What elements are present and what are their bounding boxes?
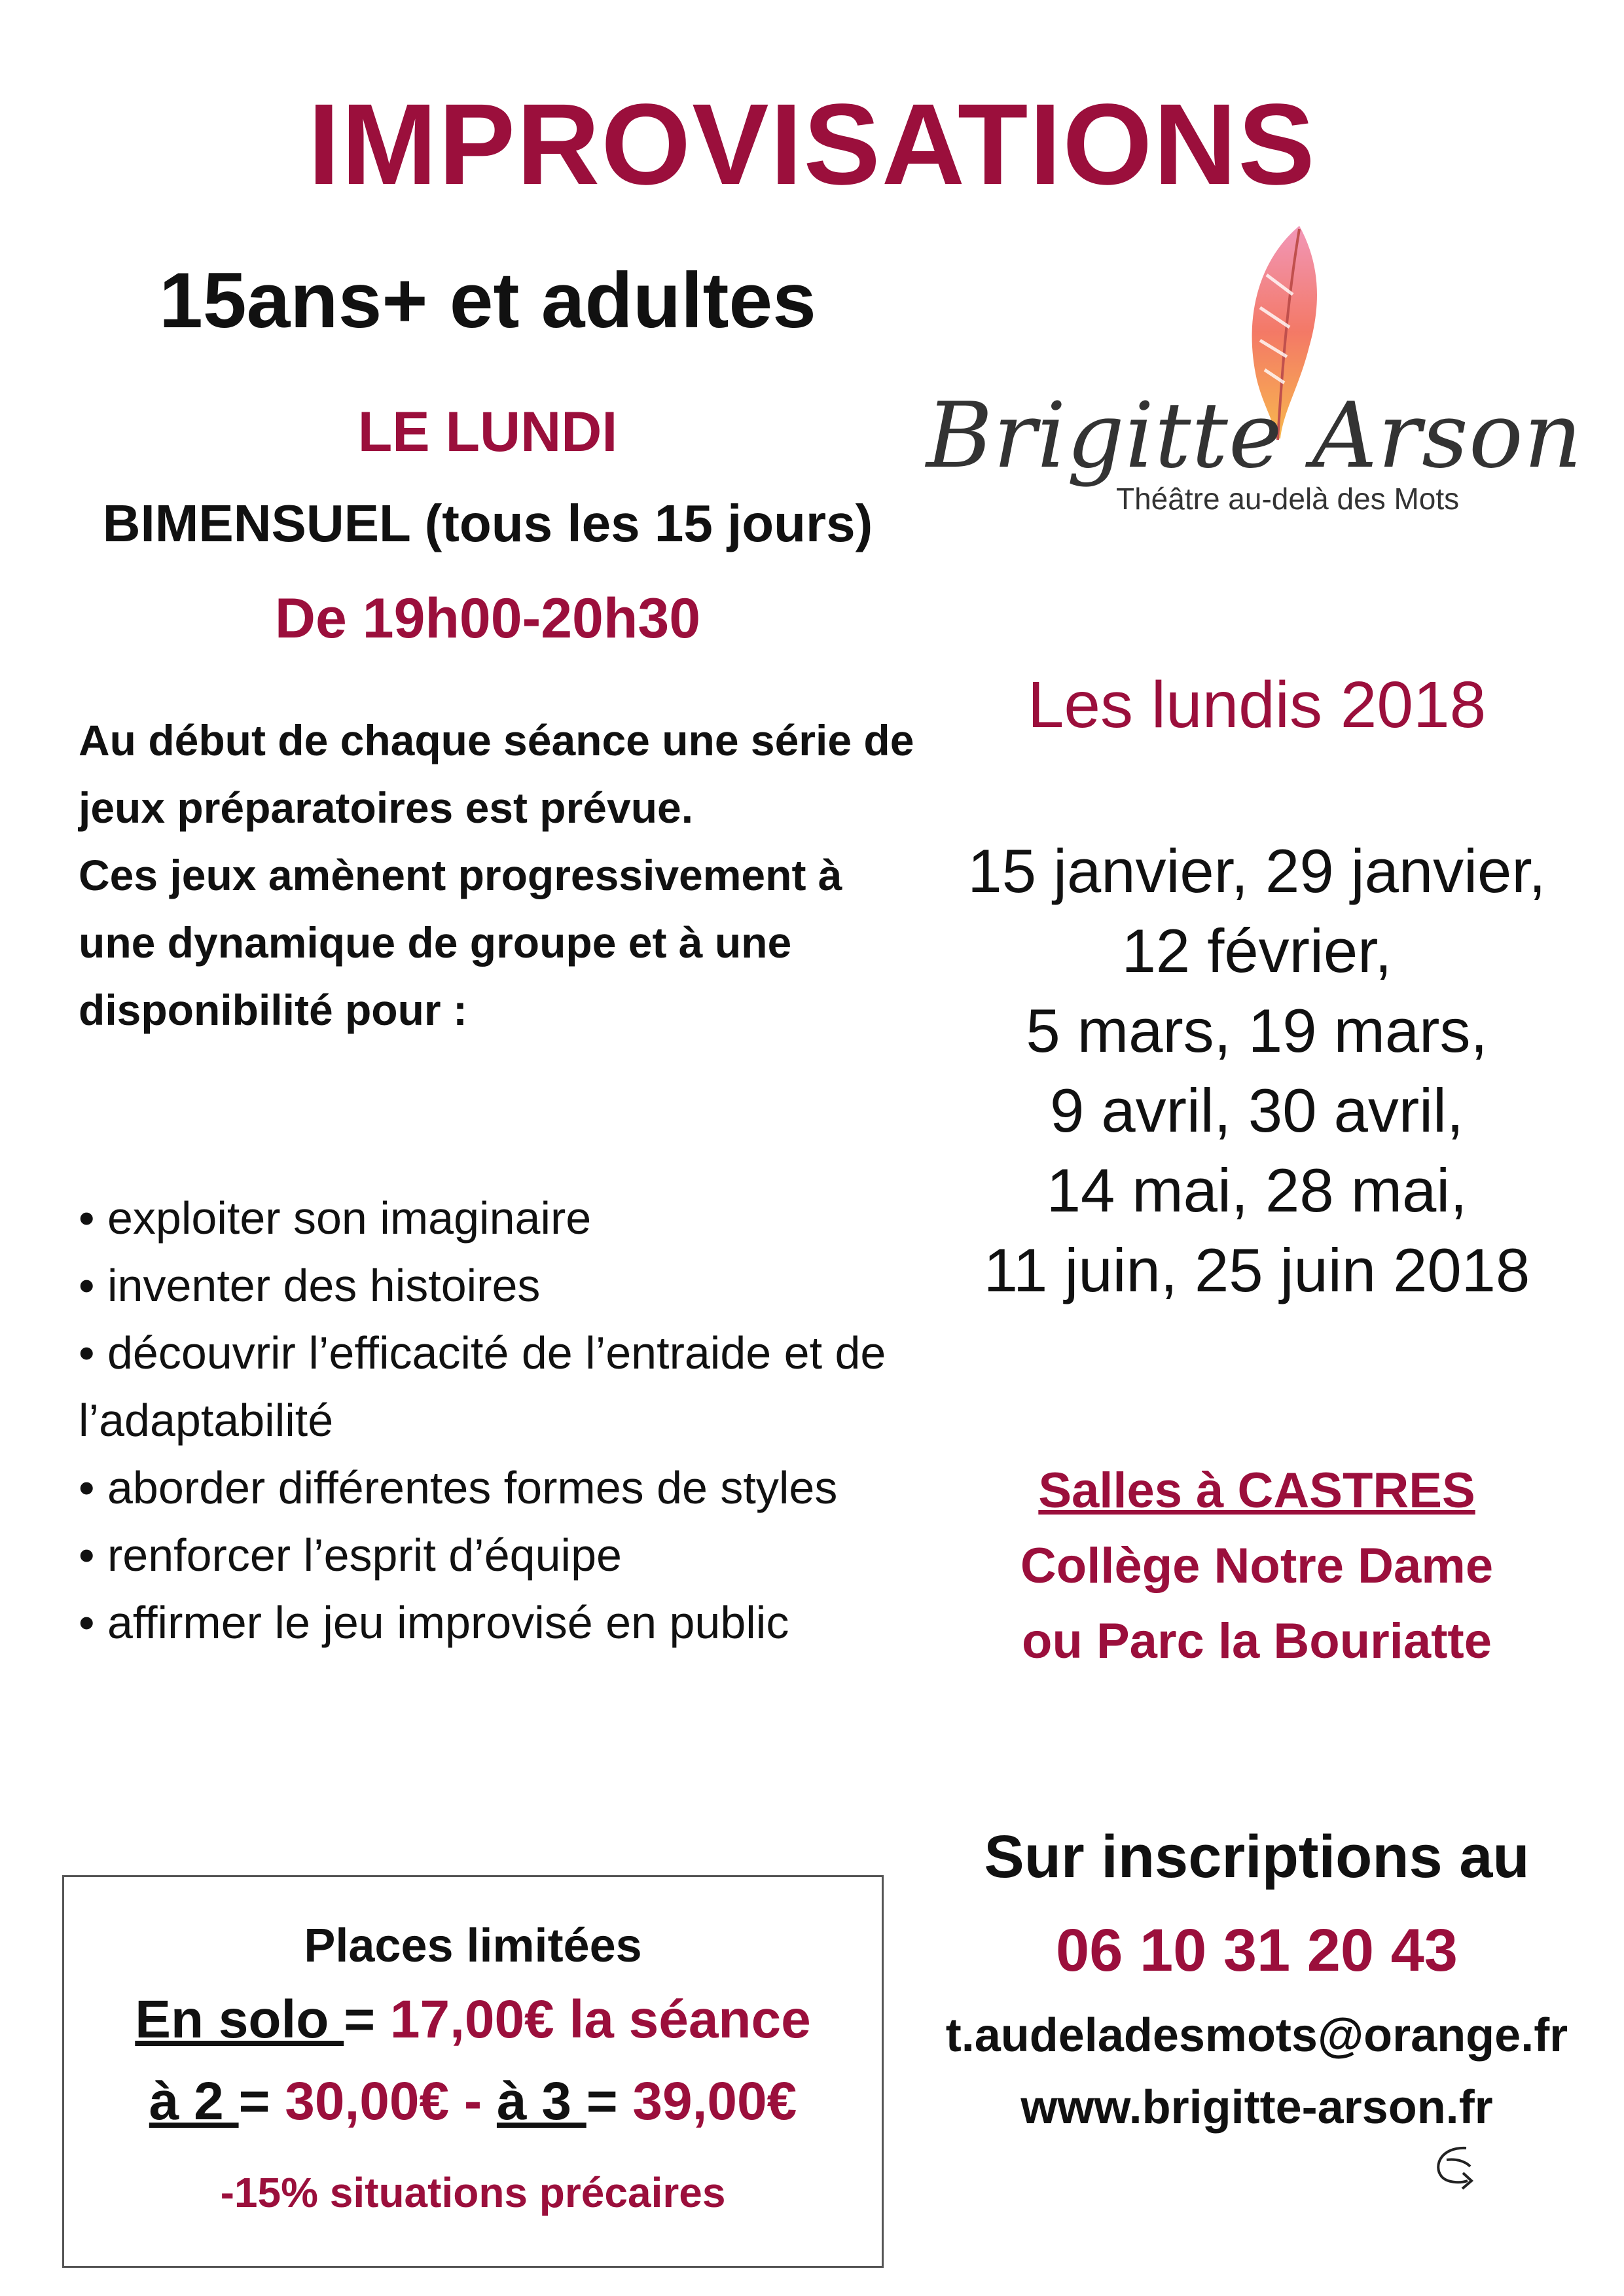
phone-number[interactable]: 06 10 31 20 43	[1056, 1917, 1458, 1984]
price-solo	[64, 1979, 882, 2060]
brand-logo	[907, 223, 1583, 530]
audience-subtitle: 15ans+ et adultes	[159, 257, 816, 344]
places-limited: Places limitées	[304, 1920, 642, 1972]
list-item: • inventer des histoires	[79, 1252, 949, 1319]
price-group	[64, 2060, 882, 2142]
trio-equals: =	[586, 2072, 633, 2131]
schedule-block	[0, 386, 975, 668]
benefits-list	[79, 1185, 949, 1657]
schedule-frequency: BIMENSUEL (tous les 15 jours)	[102, 494, 873, 552]
trio-label: à 3	[496, 2072, 586, 2131]
turn-page-arrow-icon	[1427, 2140, 1486, 2199]
date-line: 15 janvier, 29 janvier,	[967, 836, 1546, 905]
solo-equals: =	[344, 1990, 390, 2049]
trio-price: 39,00€	[632, 2072, 797, 2131]
intro-paragraph-2: Ces jeux amènent progressivement à une dynamique de groupe et à une disponibilité pour :	[79, 851, 842, 1034]
page-title: IMPROVISATIONS	[308, 81, 1316, 209]
duo-label: à 2	[149, 2072, 239, 2131]
pricing-box	[62, 1875, 884, 2268]
dates-title: Les lundis 2018	[1027, 668, 1487, 742]
date-line: 5 mars, 19 mars,	[1026, 996, 1488, 1065]
venue-block	[943, 1453, 1571, 1679]
list-item: • découvrir l’efficacité de l’entraide et de l’adaptabilité	[79, 1319, 949, 1454]
discount-note: -15% situations précaires	[220, 2169, 726, 2216]
venue-line-2: ou Parc la Bouriatte	[1022, 1613, 1492, 1669]
duo-price: 30,00€	[285, 2072, 450, 2131]
contact-block	[910, 1813, 1604, 2144]
venue-heading: Salles à CASTRES	[1038, 1463, 1475, 1518]
list-item: • affirmer le jeu improvisé en public	[79, 1589, 949, 1657]
date-line: 14 mai, 28 mai,	[1046, 1156, 1468, 1225]
intro-text	[79, 707, 929, 1044]
dates-list	[903, 831, 1610, 1310]
email-address[interactable]: t.audeladesmots@orange.fr	[945, 2009, 1568, 2062]
date-line: 12 février,	[1121, 916, 1392, 985]
intro-paragraph-1: Au début de chaque séance une série de jeux préparatoires est prévue.	[79, 716, 914, 832]
duo-equals: =	[238, 2072, 285, 2131]
schedule-time: De 19h00-20h30	[274, 587, 701, 650]
list-item: • renforcer l’esprit d’équipe	[79, 1522, 949, 1589]
solo-price: 17,00€ la séance	[389, 1990, 811, 2049]
solo-label: En solo	[135, 1990, 344, 2049]
brand-name: Brigitte Arson	[926, 383, 1583, 488]
inscriptions-heading: Sur inscriptions au	[984, 1823, 1530, 1890]
list-item: • aborder différentes formes de styles	[79, 1454, 949, 1522]
price-separator: -	[449, 2072, 497, 2131]
brand-tagline: Théâtre au-delà des Mots	[1116, 482, 1460, 516]
website-link[interactable]: www.brigitte-arson.fr	[1020, 2081, 1493, 2134]
list-item: • exploiter son imaginaire	[79, 1185, 949, 1252]
date-line: 9 avril, 30 avril,	[1049, 1076, 1464, 1145]
venue-line-1: Collège Notre Dame	[1020, 1538, 1494, 1594]
date-line: 11 juin, 25 juin 2018	[983, 1236, 1530, 1304]
schedule-day: LE LUNDI	[357, 401, 618, 463]
